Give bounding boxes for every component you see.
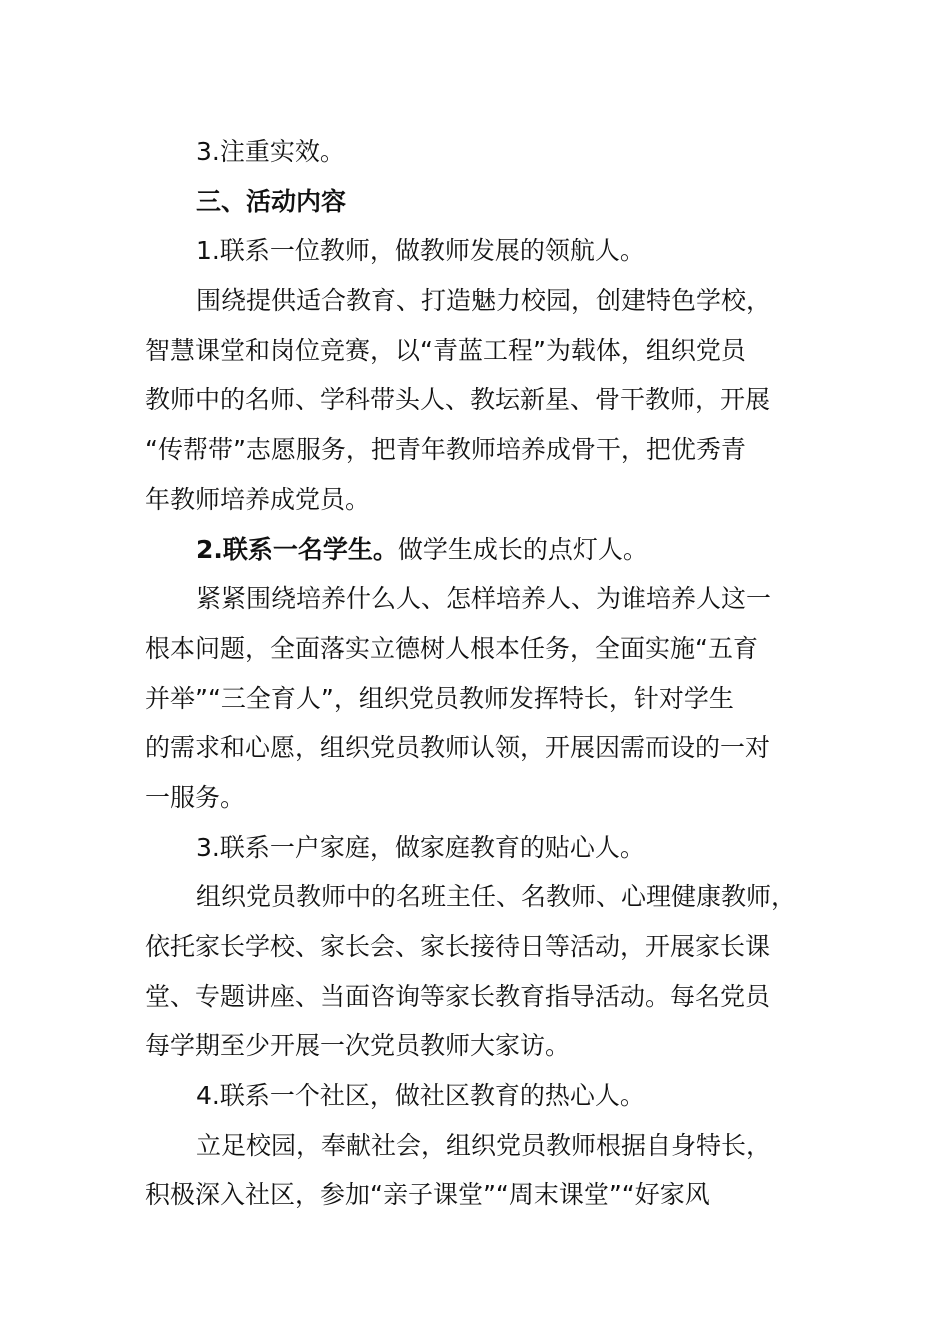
item-heading-2-student (145, 525, 813, 575)
paragraph-line: 的需求和心愿，组织党员教师认领，开展因需而设的一对 (145, 733, 771, 763)
paragraph-line: 依托家长学校、家长会、家长接待日等活动，开展家长课 (145, 932, 771, 961)
item-heading-1-teacher: 1.联系一位教师，做教师发展的领航人。 (196, 236, 645, 266)
item-heading-4-community: 4.联系一个社区，做社区教育的热心人。 (196, 1081, 645, 1111)
paragraph-line: “传帮带”志愿服务，把青年教师培养成骨干，把优秀青 (145, 435, 746, 465)
paragraph-line: 每学期至少开展一次党员教师大家访。 (145, 1031, 571, 1061)
item-heading-3-effectiveness: 3.注重实效。 (196, 137, 345, 166)
document-body (145, 127, 813, 1220)
item-heading-bold-part: 2.联系一名学生。 (196, 534, 398, 564)
paragraph-line: 积极深入社区，参加“亲子课堂”“周末课堂”“好家风 (145, 1180, 710, 1210)
paragraph-line: 智慧课堂和岗位竞赛，以“青蓝工程”为载体，组织党员 (145, 335, 746, 365)
section-heading-activity-content: 三、活动内容 (196, 186, 347, 216)
paragraph-line: 年教师培养成党员。 (145, 484, 371, 514)
paragraph-line: 一服务。 (145, 782, 246, 812)
paragraph-line: 围绕提供适合教育、打造魅力校园，创建特色学校， (196, 286, 772, 316)
paragraph-line: 堂、专题讲座、当面咨询等家长教育指导活动。每名党员 (145, 981, 771, 1011)
paragraph-line: 教师中的名师、学科带头人、教坛新星、骨干教师，开展 (145, 385, 771, 415)
paragraph-line: 并举”“三全育人”，组织党员教师发挥特长，针对学生 (145, 683, 734, 713)
paragraph-line: 紧紧围绕培养什么人、怎样培养人、为谁培养人这一 (196, 584, 772, 614)
paragraph-line: 立足校园，奉献社会，组织党员教师根据自身特长， (196, 1130, 772, 1160)
paragraph-line: 根本问题，全面落实立德树人根本任务，全面实施“五育 (145, 633, 758, 663)
item-heading-3-family: 3.联系一户家庭，做家庭教育的贴心人。 (196, 832, 645, 862)
paragraph-line: 组织党员教师中的名班主任、名教师、心理健康教师， (196, 882, 797, 912)
item-heading-regular-part: 做学生成长的点灯人。 (397, 534, 648, 564)
